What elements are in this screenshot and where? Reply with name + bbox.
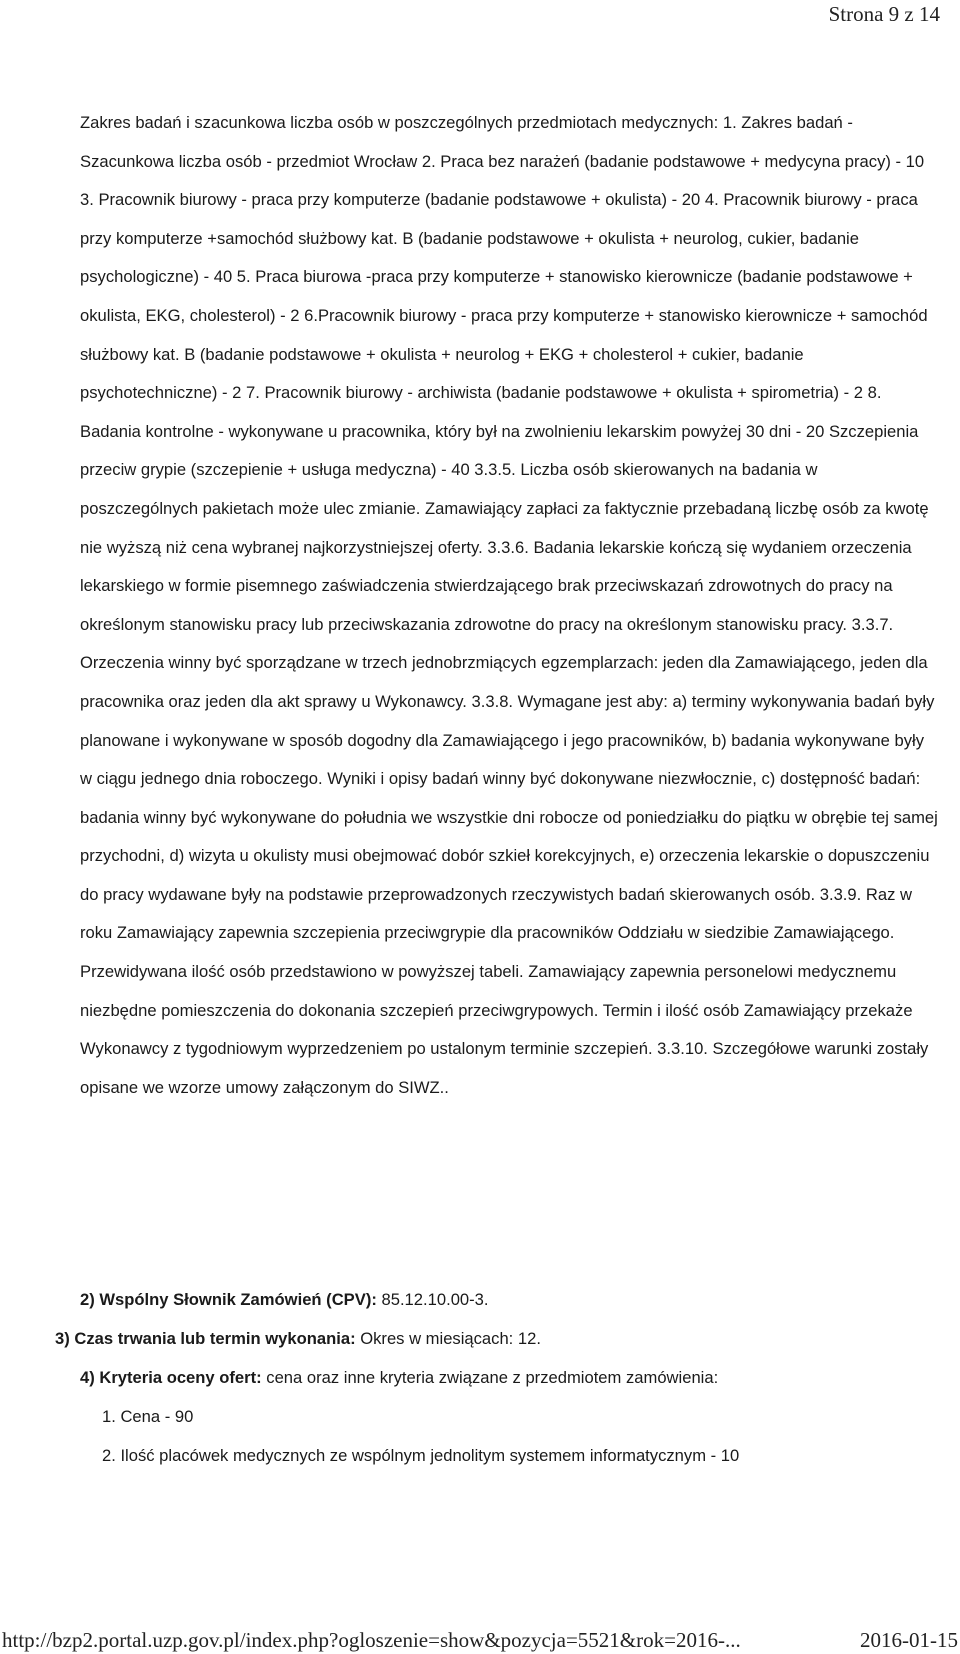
duration-value: Okres w miesiącach: 12. <box>355 1329 541 1348</box>
criteria-label: 4) Kryteria oceny ofert: <box>80 1368 262 1387</box>
criteria-item: 2. Ilość placówek medycznych ze wspólnym jednolitym systemem informatycznym - 10 <box>102 1446 740 1465</box>
cpv-value: 85.12.10.00-3. <box>376 1290 489 1309</box>
cpv-label: 2) Wspólny Słownik Zamówień (CPV): <box>80 1290 377 1309</box>
page-footer <box>0 1628 960 1654</box>
page-number: Strona 9 z 14 <box>828 2 940 26</box>
criteria-line <box>80 1366 718 1390</box>
cpv-line <box>80 1288 489 1312</box>
footer-date: 2016-01-15 <box>860 1628 958 1652</box>
description-paragraph: Zakres badań i szacunkowa liczba osób w poszczególnych przedmiotach medycznych: 1. Zakres badań - Szacunkowa liczba osób - przedmiot Wrocław 2. Praca bez narażeń (badanie podstawowe + medycyna pracy) - 10 3. Pracownik biurowy - praca przy komputerze (badanie podstawowe + okulista) - 20 4. Pracownik biurowy - praca przy komputerze +samochód służbowy kat. B (badanie podstawowe + okulista + neurolog, cukier, badanie psychologiczne) - 40 5. Praca biurowa -praca przy komputerze + stanowisko kierownicze (badanie podstawowe + okulista, EKG, cholesterol) - 2 6.Pracownik biurowy - praca przy komputerze + stanowisko kierownicze + samochód służbowy kat. B (badanie podstawowe + okulista + neurolog + EKG + cholesterol + cukier, badanie psychotechniczne) - 2 7. Pracownik biurowy - archiwista (badanie podstawowe + okulista + spirometria) - 2 8. Badania kontrolne - wykonywane u pracownika, który był na zwolnieniu lekarskim powyżej 30 dni - 20 Szczepienia przeciw grypie (szczepienie + usługa medyczna) - 40 3.3.5. Liczba osób skierowanych na badania w poszczególnych pakietach może ulec zmianie. Zamawiający zapłaci za faktycznie przebadaną liczbę osób za kwotę nie wyższą niż cena wybranej najkorzystniejszej oferty. 3.3.6. Badania lekarskie kończą się wydaniem orzeczenia lekarskiego w formie pisemnego zaświadczenia stwierdzającego brak przeciwskazań zdrowotnych do pracy na określonym stanowisku pracy lub przeciwskazania zdrowotne do pracy na określonym stanowisku pracy. 3.3.7. Orzeczenia winny być sporządzane w trzech jednobrzmiących egzemplarzach: jeden dla Zamawiającego, jeden dla pracownika oraz jeden dla akt sprawy u Wykonawcy. 3.3.8. Wymagane jest aby: a) terminy wykonywania badań były planowane i wykonywane w sposób dogodny dla Zamawiającego i jego pracowników, b) badania wykonywane były w ciągu jednego dnia roboczego. Wyniki i opisy badań winny być dokonywane niezwłocznie, c) dostępność badań: badania winny być wykonywane do południa we wszystkie dni robocze od poniedziałku do piątku w obrębie tej samej przychodni, d) wizyta u okulisty musi obejmować dobór szkieł korekcyjnych, e) orzeczenia lekarskie o dopuszczeniu do pracy wydawane były na podstawie przeprowadzonych rzeczywistych badań skierowanych osób. 3.3.9. Raz w roku Zamawiający zapewnia szczepienia przeciwgrypie dla pracowników Oddziału w siedzibie Zamawiającego. Przewidywana ilość osób przedstawiono w powyższej tabeli. Zamawiający zapewnia personelowi medycznemu niezbędne pomieszczenia do dokonania szczepień przeciwgrypowych. Termin i ilość osób Zamawiający przekaże Wykonawcy z tygodniowym wyprzedzeniem po ustalonym terminie szczepień. 3.3.10. Szczegółowe warunki zostały opisane we wzorze umowy załączonym do SIWZ.. <box>80 113 938 1097</box>
criteria-item: 1. Cena - 90 <box>102 1407 194 1426</box>
duration-label: 3) Czas trwania lub termin wykonania: <box>55 1329 356 1348</box>
footer-url: http://bzp2.portal.uzp.gov.pl/index.php?ogloszenie=show&pozycja=5521&rok=2016-... <box>2 1628 741 1652</box>
document-body <box>80 104 940 1107</box>
criteria-value: cena oraz inne kryteria związane z przedmiotem zamówienia: <box>261 1368 719 1387</box>
duration-line <box>55 1327 541 1351</box>
